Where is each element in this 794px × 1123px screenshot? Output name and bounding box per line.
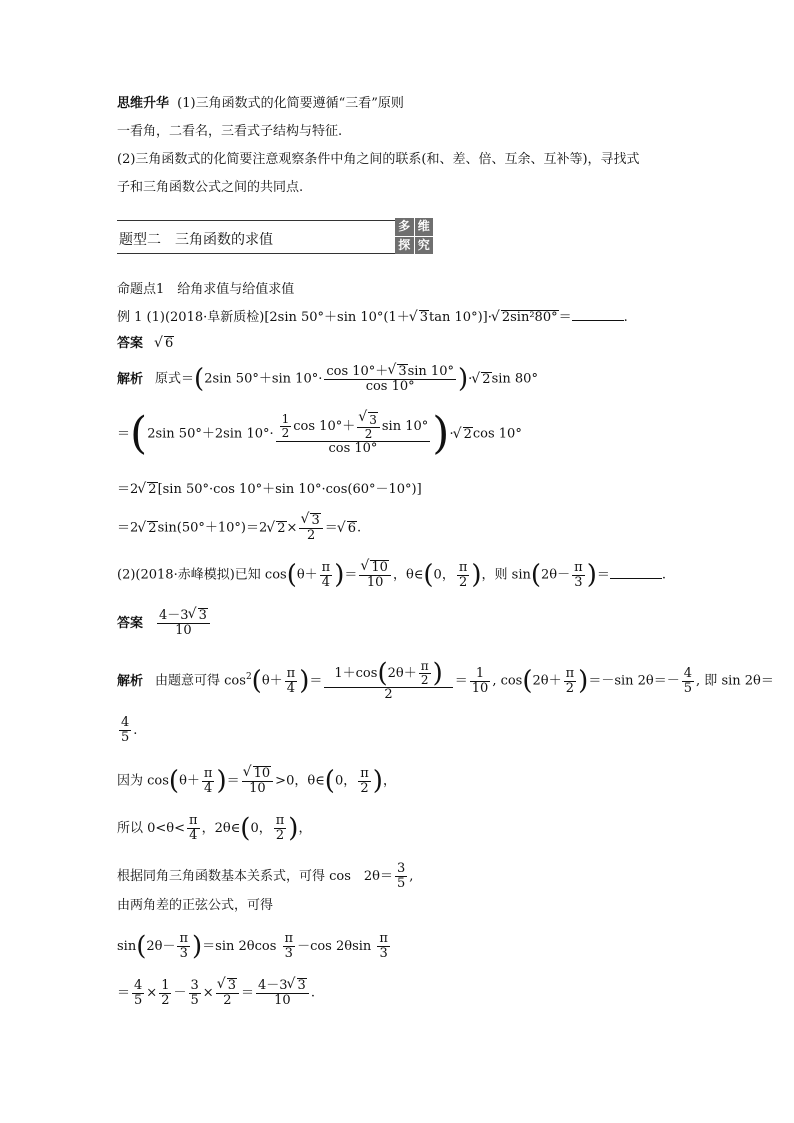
- sqrt: [454, 427, 473, 443]
- paren-right: ): [578, 666, 589, 696]
- denominator: cos 10°: [365, 379, 415, 394]
- expr: 0，: [250, 821, 272, 836]
- sqrt-radicand: 10: [371, 560, 388, 575]
- denominator: 2: [360, 780, 369, 796]
- expr: ×: [286, 520, 298, 536]
- fraction: [256, 978, 309, 1008]
- section-badge: [395, 218, 433, 254]
- summary-line-3: (2)三角函数式的化简要注意观察条件中角之间的联系(和、差、倍、互余、互补等)，寻找式: [117, 152, 640, 167]
- fraction: [157, 608, 210, 638]
- fraction: [119, 716, 131, 745]
- expr: ，: [382, 773, 396, 789]
- denominator: 2: [306, 528, 316, 543]
- expr: ×: [146, 985, 158, 1001]
- expr: ＝: [558, 310, 572, 325]
- expr: －: [173, 985, 187, 1001]
- example-1-question: [117, 308, 628, 326]
- denominator: 4: [286, 680, 296, 696]
- expr: ＝: [117, 426, 131, 442]
- expr: －cos 2θsin: [297, 939, 376, 954]
- expr: 由题意可得 cos: [155, 673, 246, 689]
- expr: .: [310, 985, 315, 1001]
- summary-line-2: 一看角，二看名，三看式子结构与特征.: [117, 124, 343, 139]
- denominator: 4: [189, 828, 198, 843]
- answer-label: 答案: [117, 336, 144, 351]
- sqrt-radicand: 2: [463, 426, 472, 442]
- fraction: [359, 560, 391, 590]
- sqrt-radicand: 3: [227, 978, 236, 993]
- paren-left: (: [194, 364, 205, 394]
- expr: 原式＝: [155, 371, 195, 387]
- sqrt-radicand: 2: [148, 482, 157, 497]
- sqrt: [492, 310, 559, 326]
- denominator: 2: [275, 828, 285, 843]
- denominator: 2: [458, 574, 468, 590]
- fraction: [132, 979, 144, 1008]
- expr: .: [623, 310, 628, 325]
- fraction: [357, 412, 380, 441]
- sqrt: [338, 521, 357, 537]
- paren-left: (: [324, 766, 335, 796]
- numerator: π: [360, 765, 369, 781]
- fraction: [202, 767, 215, 796]
- numerator: π: [379, 931, 388, 946]
- paren-right: ): [457, 364, 469, 394]
- numerator: π: [420, 659, 429, 673]
- section-title: 题型二 三角函数的求值: [119, 232, 273, 248]
- numerator: 4: [121, 715, 130, 730]
- topic-heading: 命题点1 给角求值与给值求值: [117, 282, 295, 297]
- paren-right: ): [432, 658, 443, 689]
- expr: sin(50°＋10°)＝2: [157, 520, 268, 536]
- summary-line-4: 子和三角函数公式之间的共同点.: [117, 180, 304, 195]
- paren-right: ): [372, 766, 383, 796]
- badge-cell: 多: [395, 218, 414, 236]
- sqrt-radicand: 3: [398, 364, 407, 379]
- expr: 4－3: [257, 978, 288, 993]
- expr: 2θ＋: [532, 673, 562, 689]
- analysis-label: 解析: [117, 673, 144, 689]
- numerator: π: [458, 559, 468, 575]
- expr: 0，: [334, 773, 357, 789]
- paren-left: (: [130, 408, 148, 459]
- expr: 2θ－: [146, 939, 176, 954]
- solution-1-line-2: [117, 408, 522, 459]
- paren-left: (: [286, 560, 297, 590]
- sqrt: [301, 513, 320, 528]
- expr: ＝: [454, 673, 468, 689]
- expr: ＝: [309, 673, 323, 689]
- numerator: 3: [397, 861, 406, 876]
- sqrt: [359, 412, 378, 427]
- answer-blank: [610, 566, 662, 579]
- expr: 2θ－: [541, 567, 571, 583]
- denominator: 5: [134, 992, 143, 1008]
- solution-2-line-7: [117, 978, 315, 1008]
- numerator: π: [179, 931, 189, 946]
- expr: sin 10°: [407, 364, 454, 379]
- expr: 2θ＋: [387, 666, 417, 681]
- fraction: [470, 667, 491, 696]
- expr: .: [133, 723, 138, 738]
- expr: ＝sin 2θcos: [202, 939, 281, 954]
- expr: ，2θ∈: [201, 821, 241, 836]
- expr: θ＋: [296, 567, 318, 583]
- expr: .: [661, 567, 666, 583]
- numerator: π: [189, 813, 198, 828]
- section-top-rule: [117, 220, 397, 221]
- denominator: 5: [397, 876, 406, 891]
- expr: ,: [409, 869, 414, 884]
- expr: ×: [202, 985, 214, 1001]
- fraction: [274, 814, 287, 843]
- fraction: [572, 561, 585, 590]
- solution-1-line-3: [117, 482, 422, 498]
- answer-blank: [572, 308, 624, 321]
- answer-label: 答案: [117, 615, 144, 631]
- sqrt: [388, 364, 407, 379]
- paren-left: (: [136, 931, 147, 962]
- superscript: 2: [245, 672, 252, 683]
- fraction: [189, 979, 201, 1008]
- sqrt: [138, 521, 157, 537]
- sqrt-radicand: 10: [253, 766, 271, 781]
- analysis-label: 解析: [117, 371, 144, 387]
- sqrt-radicand: 3: [297, 978, 306, 993]
- denominator: 10: [175, 623, 192, 638]
- expr: ＝－sin 2θ＝－: [588, 673, 680, 689]
- sqrt: [472, 372, 491, 388]
- expr: ，则 sin: [481, 567, 531, 583]
- badge-cell: 探: [395, 237, 414, 255]
- numerator: π: [574, 559, 583, 575]
- expr: cos 10°＋: [293, 419, 356, 434]
- solution-2-line-5: 由两角差的正弦公式，可得: [117, 898, 274, 913]
- paren-left: (: [240, 813, 251, 844]
- summary-text-1: (1)三角函数式的化简要遵循“三看”原则: [177, 96, 404, 111]
- denominator: 2: [364, 427, 373, 441]
- fraction: [177, 932, 190, 961]
- fraction: [419, 660, 431, 687]
- solution-1-line-1: [117, 364, 538, 394]
- fraction: [276, 412, 431, 456]
- sqrt: [361, 560, 389, 575]
- sqrt: [288, 978, 307, 993]
- expr: ＝2: [117, 520, 139, 536]
- fraction: [682, 667, 694, 696]
- fraction: [320, 561, 333, 590]
- denominator: 5: [683, 680, 693, 696]
- fraction: [299, 513, 322, 543]
- expr: 2sin 50°＋sin 10°·: [204, 371, 323, 387]
- expr: θ＋: [261, 673, 283, 689]
- numerator: 1: [470, 667, 491, 682]
- expr: θ＋: [179, 773, 200, 789]
- expr: ，θ∈: [392, 567, 424, 583]
- expr: ＝: [226, 773, 240, 789]
- expr: sin 10°: [381, 419, 429, 434]
- fraction: [377, 932, 390, 961]
- expr: ＝: [596, 567, 610, 583]
- numerator: 4: [683, 665, 693, 681]
- sqrt-radicand: 6: [347, 520, 357, 536]
- sqrt-radicand: 3: [311, 513, 320, 528]
- expr: 根据同角三角函数基本关系式，可得 cos 2θ＝: [117, 869, 394, 884]
- numerator: 1: [281, 412, 290, 426]
- solution-2-line-2: [117, 766, 396, 796]
- badge-cell: 维: [415, 218, 434, 236]
- fraction: [280, 413, 292, 440]
- denominator: 10: [274, 993, 291, 1008]
- solution-2-line-1: [117, 660, 774, 702]
- expr: [sin 50°·cos 10°＋sin 10°·cos(60°－10°)]: [157, 482, 422, 497]
- fraction: [285, 667, 298, 696]
- expr: cos 10°: [472, 426, 522, 442]
- expr: sin 80°: [491, 371, 538, 387]
- solution-2-line-1-cont: [117, 716, 137, 745]
- sqrt-radicand: 2: [482, 371, 491, 387]
- fraction: [159, 979, 171, 1008]
- section-bottom-rule: [117, 253, 397, 254]
- fraction: [324, 364, 456, 394]
- fraction: [242, 766, 274, 796]
- numerator: 1: [161, 977, 170, 993]
- paren-right: ): [192, 931, 203, 962]
- denominator: 2: [161, 992, 170, 1008]
- paren-right: ): [334, 560, 345, 590]
- expr: 0，: [433, 567, 455, 583]
- paren-right: ): [432, 408, 450, 459]
- sqrt-radicand: 2: [148, 520, 157, 536]
- fraction: [187, 814, 200, 843]
- expr: 因为 cos: [117, 773, 169, 789]
- expr: sin: [117, 939, 137, 954]
- expr: ＝: [117, 985, 131, 1001]
- solution-2-line-3: [117, 814, 311, 843]
- denominator: 2: [384, 687, 393, 702]
- sqrt-radicand: 3: [419, 310, 429, 325]
- denominator: 2: [565, 680, 575, 696]
- expr: ＝2: [117, 482, 139, 497]
- sqrt: [244, 766, 272, 781]
- expr: ＝: [344, 567, 358, 583]
- example-2-question: [117, 560, 666, 590]
- sqrt-radicand: 2: [277, 520, 286, 536]
- denominator: 3: [284, 946, 293, 961]
- expr: 1＋cos: [334, 666, 378, 681]
- expr: , 即 sin 2θ＝: [696, 673, 774, 689]
- fraction: [457, 561, 470, 590]
- fraction: [324, 660, 452, 702]
- expr: [2sin 50°＋sin 10°(1＋: [264, 310, 410, 325]
- paren-right: ): [586, 560, 597, 590]
- sqrt: [410, 310, 429, 326]
- expr: 所以 0<θ<: [117, 821, 186, 836]
- denominator: 2: [420, 673, 429, 687]
- fraction: [358, 767, 371, 796]
- denominator: cos 10°: [328, 441, 378, 456]
- paren-left: (: [423, 560, 434, 590]
- expr: ＝: [324, 520, 338, 536]
- sqrt: [218, 978, 237, 993]
- sqrt: [155, 336, 174, 352]
- numerator: 3: [190, 977, 199, 993]
- numerator: π: [321, 559, 331, 575]
- expr: 4－3: [159, 608, 189, 623]
- denominator: 4: [321, 574, 331, 590]
- sqrt: [138, 482, 157, 498]
- answer-1: [117, 336, 174, 352]
- numerator: 4: [134, 977, 143, 993]
- sqrt-radicand: 2sin²80°: [501, 310, 558, 325]
- sqrt-radicand: 3: [369, 413, 377, 427]
- denominator: 2: [223, 993, 232, 1008]
- denominator: 3: [574, 574, 583, 590]
- fraction: [564, 667, 577, 696]
- denominator: 3: [379, 946, 388, 961]
- denominator: 3: [179, 946, 188, 961]
- solution-1-line-4: [117, 513, 361, 543]
- paren-right: ): [471, 560, 482, 590]
- fraction: [395, 862, 407, 891]
- expr: ，: [298, 821, 312, 836]
- summary-line-1: [117, 96, 404, 112]
- denominator: 4: [204, 780, 213, 796]
- fraction: [216, 978, 239, 1008]
- paren-left: (: [377, 658, 388, 689]
- paren-right: ): [299, 666, 310, 696]
- numerator: π: [565, 665, 575, 681]
- paren-left: (: [251, 666, 262, 696]
- denominator: 2: [281, 426, 290, 440]
- expr: 2sin 50°＋2sin 10°·: [147, 426, 274, 442]
- denominator: 5: [190, 992, 199, 1008]
- expr: ·: [468, 371, 473, 387]
- expr: ＝: [240, 985, 254, 1001]
- expr: , cos: [492, 673, 523, 689]
- badge-cell: 究: [415, 237, 434, 255]
- sqrt: [267, 521, 286, 537]
- denominator: 10: [249, 781, 266, 796]
- expr: ·: [449, 426, 454, 442]
- denominator: 10: [471, 680, 489, 696]
- expr: cos 10°＋: [326, 364, 389, 379]
- example-2-lead: (2)(2018·赤峰模拟)已知 cos: [117, 567, 287, 583]
- expr: >0，θ∈: [275, 773, 325, 789]
- solution-2-line-4: [117, 862, 413, 891]
- summary-label: 思维升华: [117, 96, 170, 111]
- paren-left: (: [530, 560, 542, 590]
- paren-left: (: [168, 766, 180, 796]
- answer-2: [117, 608, 212, 638]
- sqrt-radicand: 6: [165, 336, 174, 351]
- solution-2-line-6: [117, 932, 392, 961]
- expr: .: [357, 520, 362, 536]
- denominator: 5: [121, 730, 130, 745]
- denominator: 10: [366, 575, 384, 590]
- paren-right: ): [288, 813, 299, 844]
- fraction: [283, 932, 296, 961]
- numerator: π: [203, 765, 213, 781]
- numerator: π: [275, 813, 285, 828]
- section-header: [117, 216, 433, 254]
- expr: tan 10°)]·: [429, 310, 492, 325]
- sqrt-radicand: 3: [198, 608, 207, 623]
- paren-left: (: [522, 666, 533, 696]
- numerator: π: [286, 665, 296, 681]
- paren-right: ): [216, 766, 227, 796]
- example-1-lead: 例 1 (1)(2018·阜新质检): [117, 310, 265, 325]
- numerator: π: [284, 931, 294, 946]
- sqrt: [189, 608, 208, 623]
